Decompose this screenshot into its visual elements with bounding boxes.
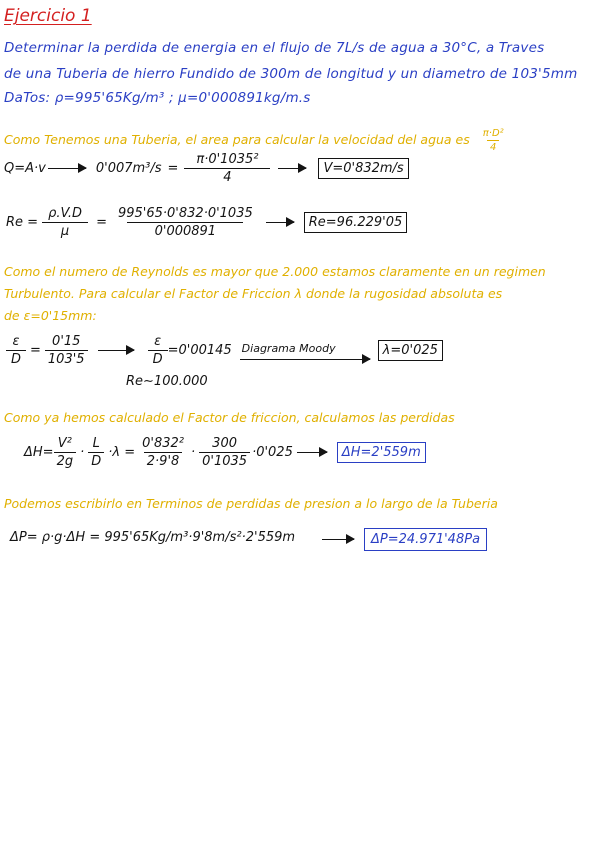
area-formula-numerator: π·D² [482, 128, 504, 139]
problem-data-line: DaTos: ρ=995'65Kg/m³ ; μ=0'000891kg/m.s [4, 90, 311, 106]
reynolds-definition-numerator: ρ.V.D [48, 206, 83, 221]
area-note-text: Como Tenemos una Tuberia, el area para calcular la velocidad del agua es [4, 132, 470, 147]
flow-equation [4, 152, 409, 185]
lambda-term: ·λ = [108, 445, 136, 460]
relative-roughness-numerator: ε [12, 334, 20, 349]
area-note [4, 128, 507, 153]
velocity-values-denominator: 2·9'8 [144, 452, 183, 469]
pressure-note: Podemos escribirlo en Terminos de perdidas de presion a lo largo de la Tuberia [4, 496, 498, 511]
page-title: Ejercicio 1 [4, 6, 92, 26]
velocity-result-box: V=0'832m/s [318, 158, 408, 179]
friction-factor-result-box: λ=0'025 [378, 340, 443, 361]
arrow-icon [240, 359, 370, 360]
multiply-sign: · [190, 445, 196, 460]
length-diameter-fraction [88, 436, 104, 469]
problem-statement-line-2: de una Tuberia de hierro Fundido de 300m de longitud y un diametro de 103'5mm [4, 66, 578, 82]
equals-sign: = [167, 161, 179, 176]
roughness-values-fraction [45, 334, 88, 367]
friction-factor-term: ·0'025 [252, 445, 293, 460]
length-values-denominator: 0'1035 [199, 452, 250, 469]
reynolds-equation [6, 206, 407, 239]
roughness-values-numerator: 0'15 [52, 334, 81, 349]
reynolds-note-line-1: Como el numero de Reynolds es mayor que 2.000 estamos claramente en un regimen [4, 264, 546, 279]
velocity-values-numerator: 0'832² [142, 436, 184, 451]
pressure-loss-result [322, 528, 487, 551]
reynolds-approx: Re∼100.000 [126, 374, 208, 389]
reynolds-definition-denominator: μ [42, 222, 88, 239]
flow-rate-value: 0'007m³/s [95, 161, 162, 176]
equals-sign: = [96, 215, 107, 230]
length-values-numerator: 300 [212, 436, 237, 451]
reynolds-values-fraction [115, 206, 256, 239]
reynolds-note-line-2: Turbulento. Para calcular el Factor de Friccion λ donde la rugosidad absoluta es [4, 286, 503, 301]
arrow-icon [48, 168, 86, 169]
relative-roughness-numerator-2: ε [154, 334, 162, 349]
area-denominator: 4 [184, 168, 270, 185]
diameter-denominator: D [88, 452, 104, 469]
relative-roughness-value: =0'00145 [167, 343, 232, 358]
length-numerator: L [92, 436, 100, 451]
length-values-fraction [199, 436, 250, 469]
area-fraction [184, 152, 270, 185]
problem-statement-line-1: Determinar la perdida de energia en el flujo de 7L/s de agua a 30°C, a Traves [4, 40, 545, 56]
relative-roughness-denominator: D [6, 350, 26, 367]
velocity-head-numerator: V² [57, 436, 72, 451]
velocity-values-fraction [139, 436, 187, 469]
area-formula-fraction [480, 128, 507, 153]
reynolds-result-box: Re=96.229'05 [304, 212, 408, 233]
reynolds-definition-fraction [42, 206, 88, 239]
reynolds-values-numerator: 995'65·0'832·0'1035 [117, 206, 253, 221]
arrow-icon [297, 452, 327, 453]
arrow-icon [266, 222, 294, 223]
arrow-icon [322, 539, 354, 540]
pressure-loss-expression: ΔP= ρ·g·ΔH = 995'65Kg/m³·9'8m/s²·2'559m [10, 530, 296, 545]
area-numerator: π·0'1035² [196, 152, 259, 167]
velocity-head-denominator: 2g [54, 452, 77, 469]
relative-roughness-denominator-2: D [148, 350, 168, 367]
moody-diagram-arrow [240, 342, 370, 360]
arrow-icon [98, 350, 134, 351]
reynolds-values-denominator: 0'000891 [127, 222, 243, 239]
roughness-values-denominator: 103'5 [45, 350, 88, 367]
losses-note: Como ya hemos calculado el Factor de friccion, calculamos las perdidas [4, 410, 455, 425]
equals-sign: = [30, 343, 41, 358]
arrow-icon [278, 168, 306, 169]
roughness-equation [6, 334, 443, 367]
pressure-loss-result-box: ΔP=24.971'48Pa [364, 528, 487, 551]
moody-diagram-label: Diagrama Moody [241, 341, 336, 355]
reynolds-note-line-3: de ε=0'15mm: [4, 308, 97, 323]
head-loss-lhs: ΔH= [24, 445, 54, 460]
relative-roughness-fraction [6, 334, 26, 367]
area-formula-denominator: 4 [487, 140, 499, 153]
head-loss-result-box: ΔH=2'559m [337, 442, 426, 463]
relative-roughness-fraction-2 [148, 334, 168, 367]
multiply-sign: · [80, 445, 85, 460]
reynolds-lhs: Re = [6, 215, 39, 230]
velocity-head-fraction [54, 436, 77, 469]
head-loss-equation [24, 436, 426, 469]
flow-equation-lhs: Q=A·v [4, 161, 46, 176]
